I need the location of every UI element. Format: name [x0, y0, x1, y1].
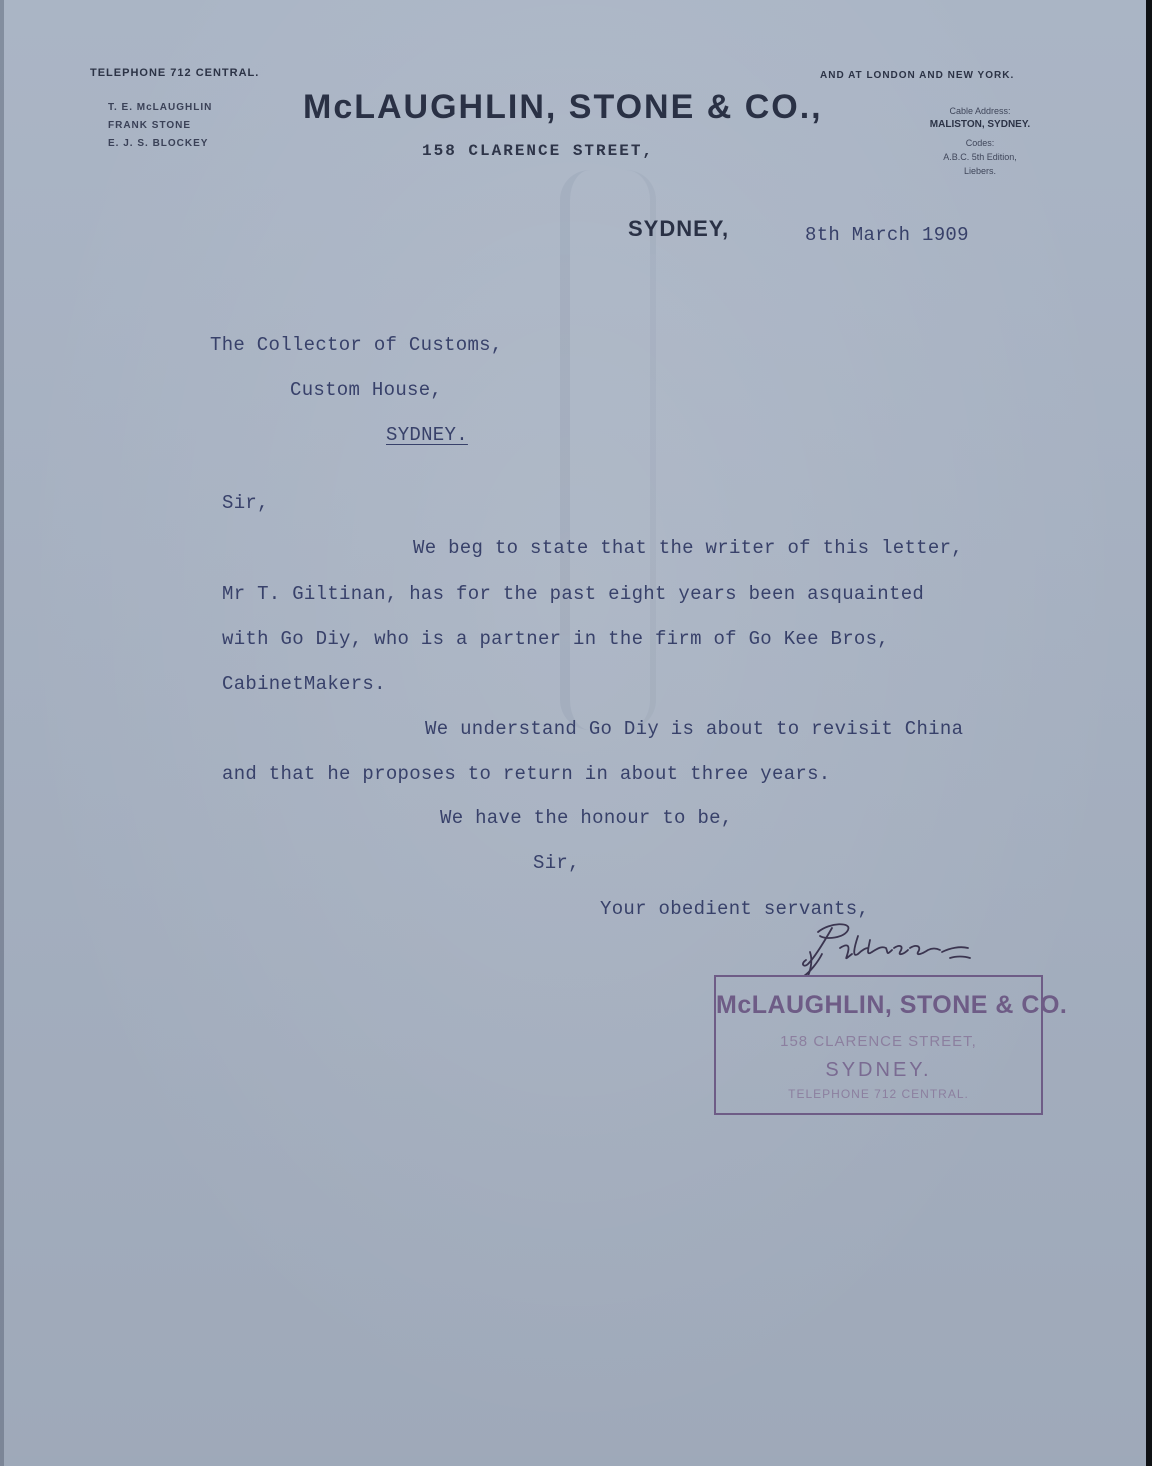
stamp-city: SYDNEY.: [825, 1059, 932, 1081]
codes-other: Liebers.: [963, 166, 997, 176]
addressee-line-2: Custom House,: [290, 379, 443, 401]
partner-name: FRANK STONE: [108, 120, 192, 131]
addressee-line-1: The Collector of Customs,: [210, 334, 503, 356]
addressee-line-3: SYDNEY.: [386, 424, 468, 446]
letterhead-telephone: TELEPHONE 712 CENTRAL.: [90, 67, 260, 79]
handwritten-signature: [800, 918, 975, 978]
scan-right-border: [1146, 0, 1152, 1466]
salutation: Sir,: [222, 492, 269, 514]
page-left-edge-shadow: [0, 0, 4, 1466]
cable-label: Cable Address:: [949, 106, 1011, 116]
body-line: and that he proposes to return in about three years.: [222, 763, 831, 785]
letterhead-offices: AND AT LONDON AND NEW YORK.: [820, 70, 1015, 81]
company-stamp: [714, 975, 1068, 1115]
stamp-telephone: TELEPHONE 712 CENTRAL.: [788, 1087, 969, 1101]
letter-date: 8th March 1909: [805, 224, 969, 246]
codes-label: Codes:: [965, 138, 995, 148]
partner-name: T. E. McLAUGHLIN: [108, 102, 213, 113]
body-line: CabinetMakers.: [222, 673, 386, 695]
body-line: We beg to state that the writer of this letter,: [413, 537, 963, 559]
partner-name: E. J. S. BLOCKEY: [108, 138, 209, 149]
letterhead-cable-block: [900, 104, 1060, 178]
cable-address: MALISTON, SYDNEY.: [929, 119, 1031, 130]
stamp-street: 158 CLARENCE STREET,: [780, 1033, 977, 1050]
body-line: We understand Go Diy is about to revisit China: [425, 718, 964, 740]
body-line: Mr T. Giltinan, has for the past eight years been asquainted: [222, 583, 925, 605]
closing-line-3: Your obedient servants,: [600, 898, 870, 920]
codes-edition: A.B.C. 5th Edition,: [943, 152, 1017, 162]
body-line: with Go Diy, who is a partner in the firm of Go Kee Bros,: [222, 628, 890, 650]
letterhead-partners: [108, 99, 212, 153]
closing-line-1: We have the honour to be,: [440, 807, 733, 829]
letterhead-street: 158 CLARENCE STREET,: [422, 142, 655, 160]
letter-city: SYDNEY,: [628, 216, 730, 241]
stamp-firm-name: McLAUGHLIN, STONE & CO.: [716, 991, 1068, 1019]
closing-line-2: Sir,: [533, 852, 580, 874]
letterhead-firm-name: McLAUGHLIN, STONE & CO.,: [303, 88, 823, 126]
